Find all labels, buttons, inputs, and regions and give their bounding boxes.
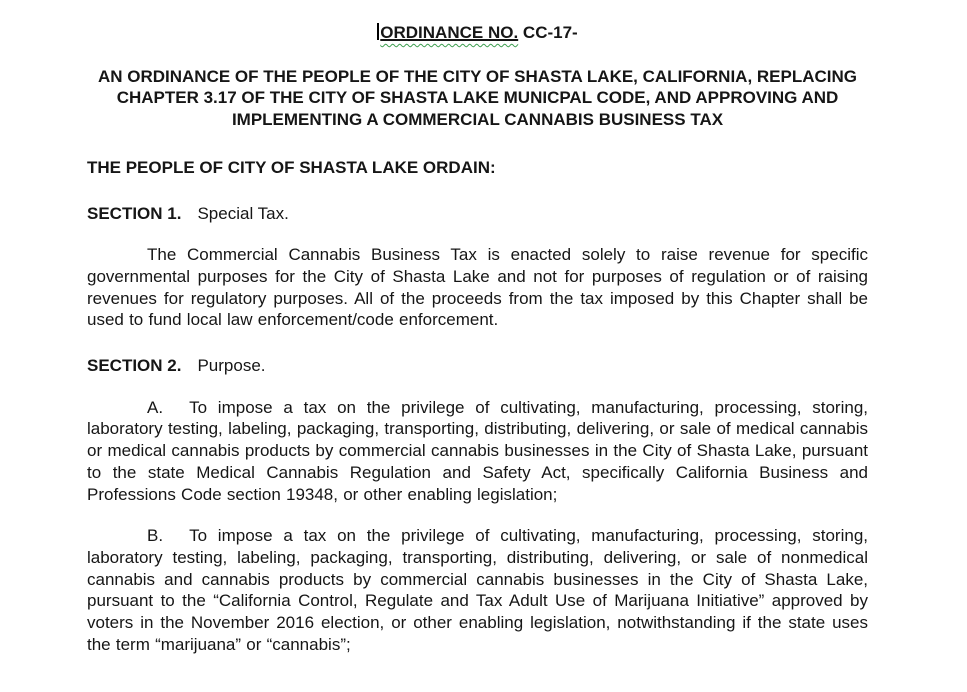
- list-letter-a: A.: [147, 397, 164, 417]
- paragraph-b-text: To impose a tax on the privilege of cultivating, manufacturing, processing, storing, laboratory testing, labeling, packaging, transporting, distributing, delivering, or sale of nonmedical cannabis and cannabis products by commercial cannabis businesses in the City of Shasta Lake, pursuant to the “California Control, Regulate and Tax Adult Use of Marijuana Initiative” approved by voters in the November 2016 election, or other enabling legislation, notwithstanding if the state uses the term “marijuana” or “cannabis”;: [87, 526, 868, 654]
- section-2-heading: [87, 355, 868, 377]
- text-cursor: [377, 23, 379, 40]
- section-2-paragraph-b: [87, 525, 868, 655]
- ordain-line: THE PEOPLE OF CITY OF SHASTA LAKE ORDAIN:: [87, 157, 496, 177]
- section-1-title: Special Tax.: [197, 203, 289, 223]
- section-1-label: SECTION 1.: [87, 203, 182, 223]
- section-1-paragraph: The Commercial Cannabis Business Tax is enacted solely to raise revenue for specific governmental purposes for the City of Shasta Lake and not for purposes of regulation or of raising revenues for regulatory purposes. All of the proceeds from the tax imposed by this Chapter shall be used to fund local law enforcement/code enforcement.: [87, 245, 868, 330]
- title-underline: [380, 23, 518, 42]
- document-title: [87, 22, 868, 44]
- section-1-heading: [87, 203, 868, 225]
- title-underlined-text: ORDINANCE NO.: [380, 23, 519, 42]
- title-ordinance-number: CC-17-: [518, 23, 578, 42]
- ordinance-heading: AN ORDINANCE OF THE PEOPLE OF THE CITY OF SHASTA LAKE, CALIFORNIA, REPLACING CHAPTER 3.17 OF THE CITY OF SHASTA LAKE MUNICPAL CODE, AND APPROVING AND IMPLEMENTING A COMMERCIAL CANNABIS BUSINESS TAX: [97, 66, 858, 130]
- section-2-label: SECTION 2.: [87, 356, 182, 376]
- section-2-title: Purpose.: [197, 356, 266, 376]
- section-2-paragraph-a: [87, 397, 868, 506]
- paragraph-a-text: To impose a tax on the privilege of cultivating, manufacturing, processing, storing, laboratory testing, labeling, packaging, transporting, distributing, delivering, or sale of medical cannabis or medical cannabis products by commercial cannabis businesses in the City of Shasta Lake, pursuant to the state Medical Cannabis Regulation and Safety Act, specifically California Business and Professions Code section 19348, or other enabling legislation;: [87, 397, 868, 504]
- list-letter-b: B.: [147, 526, 164, 546]
